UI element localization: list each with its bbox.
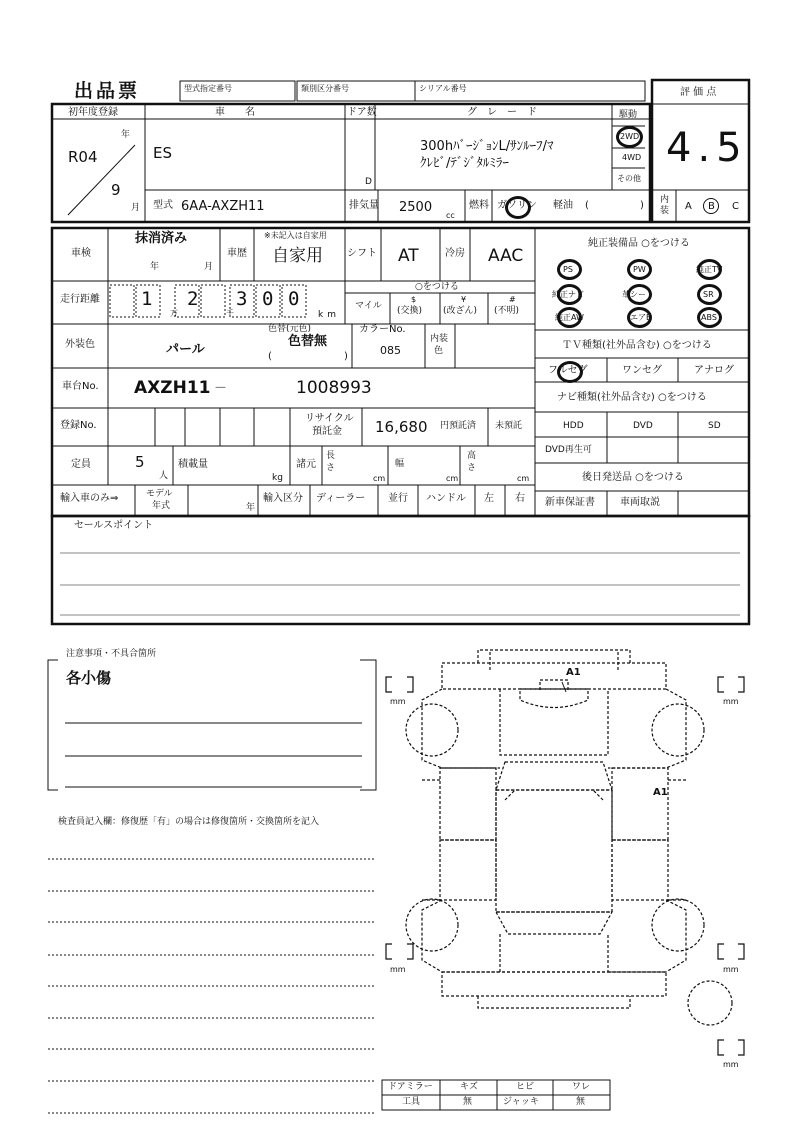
equip-sr: SR [703, 290, 714, 299]
color-paren-open: ( [268, 351, 272, 362]
color-change-value: 色替無 [288, 334, 328, 349]
later-items-title: 後日発送品 ○をつける [582, 472, 684, 483]
capacity-label: 定員 [71, 459, 91, 470]
mileage-circle-note: ○をつける [415, 282, 459, 292]
aircon-value: AAC [488, 246, 524, 266]
tv-analog: アナログ [694, 365, 734, 376]
import-right: 右 [515, 493, 525, 504]
color-paren-close: ) [344, 351, 348, 362]
equip-navi-circle [557, 284, 582, 305]
capacity-value: 5 [135, 453, 145, 471]
fuel-paren-open: ( [585, 200, 589, 211]
mm-rear-right: mm [723, 965, 739, 974]
mileage-exchange-sym: $ [411, 295, 417, 304]
import-parallel: 並行 [388, 493, 408, 504]
mm-front-right: mm [723, 697, 739, 706]
tv-oneseg: ワンセグ [622, 365, 662, 376]
drive-4wd: 4WD [622, 153, 642, 162]
color-no-value: 085 [380, 344, 401, 357]
import-class-label: 輸入区分 [263, 493, 303, 504]
recycle-unpaid: 未預託 [495, 421, 523, 431]
fuel-label: 燃料 [469, 200, 489, 211]
dims-label: 諸元 [296, 459, 316, 470]
mileage-digit-5: 0 [288, 288, 300, 310]
inspection-month-unit: 月 [204, 262, 214, 272]
interior-label-2: 装 [660, 206, 670, 216]
interior-color-label-2: 色 [434, 346, 444, 356]
mileage-sen: 千 [226, 309, 234, 318]
mileage-label: 走行距離 [60, 294, 100, 305]
dims-height-unit: cm [517, 474, 530, 483]
recycle-label-1: リサイクル [305, 413, 354, 424]
equip-airbag-circle [627, 307, 652, 328]
drive-label: 駆動 [619, 110, 638, 120]
equip-tv: 純正TV [696, 265, 723, 274]
legend-door-mirror: ドアミラー [388, 1082, 433, 1092]
mileage-opt-exchange: (交換) [397, 306, 423, 316]
chassis-dash: － [214, 381, 228, 396]
equip-abs-circle [697, 307, 722, 328]
mm-front-left: mm [390, 697, 406, 706]
car-name-label: 車 名 [215, 107, 255, 118]
fuel-selected-circle [505, 196, 531, 219]
legend-jack-value: 無 [576, 1097, 586, 1107]
mileage-unknown-sym: # [509, 295, 516, 304]
tv-selected-circle [557, 361, 583, 383]
fuel-paren-close: ) [640, 200, 644, 211]
registration-month: 9 [111, 181, 121, 199]
recycle-unit: 円預託済 [440, 421, 477, 431]
model-year-label-2: 年式 [152, 501, 171, 511]
sales-point-label: セールスポイント [74, 520, 154, 531]
load-unit: kg [272, 473, 283, 483]
grade-line-1: 300hﾊﾞｰｼﾞｮﾝL/ｻﾝﾙｰﾌ/ﾏ [420, 139, 554, 154]
legend-tools-value: 無 [463, 1097, 473, 1107]
tv-title: ＴＶ種類(社外品含む) ○をつける [562, 340, 712, 351]
equip-aw-circle [557, 307, 582, 328]
chassis-prefix: AXZH11 [134, 378, 211, 398]
score-value: 4.5 [666, 125, 748, 171]
car-name-value: ES [153, 144, 172, 162]
equip-leather: 革シート [622, 290, 654, 299]
interior-grade-b: B [708, 201, 715, 212]
roof-mark: A1 [566, 667, 581, 678]
legend-jack: ジャッキ [503, 1097, 539, 1107]
recycle-label-2: 預託金 [312, 426, 342, 437]
mileage-altered-sym: ¥ [461, 295, 467, 304]
navi-title: ナビ種類(社外品含む) ○をつける [557, 392, 707, 403]
interior-color-label-1: 内装 [430, 334, 449, 344]
equip-sr-circle [697, 284, 722, 305]
first-registration-label: 初年度登録 [68, 107, 118, 118]
dims-length-unit: cm [373, 474, 386, 483]
car-diagram [406, 650, 732, 1025]
form-title: 出品票 [74, 80, 141, 102]
mileage-man: 万 [170, 309, 178, 318]
model-cert-label: 型式指定番号 [184, 84, 232, 93]
dims-length-1: 長 [326, 451, 336, 461]
import-dealer: ディーラー [316, 493, 366, 504]
dims-width-unit: cm [446, 474, 459, 483]
later-manual: 車両取説 [620, 497, 660, 508]
legend-break: ワレ [572, 1082, 591, 1092]
equip-pw: PW [633, 265, 646, 274]
score-label: 評 価 点 [680, 87, 717, 98]
equip-leather-circle [627, 284, 652, 305]
model-value: 6AA-AXZH11 [181, 199, 265, 214]
mileage-unit: km [318, 310, 340, 320]
mm-spare: mm [723, 1060, 739, 1069]
dims-width: 幅 [395, 459, 405, 469]
chassis-number: 1008993 [296, 378, 372, 398]
mileage-digit-1: 1 [141, 288, 153, 310]
equip-abs: ABS [701, 313, 717, 322]
history-label: 車歴 [227, 248, 247, 259]
history-value: 自家用 [272, 246, 323, 266]
displacement-label: 排気量 [349, 200, 379, 211]
mileage-digit-3: 3 [236, 288, 248, 310]
exterior-color-label: 外装色 [65, 339, 95, 350]
exterior-color-value: パール [166, 342, 205, 357]
chassis-label: 車台No. [62, 381, 99, 392]
equip-airbag: エアB [630, 313, 652, 322]
displacement-value: 2500 [399, 200, 433, 215]
legend-scratch: キズ [460, 1082, 478, 1092]
drive-selected-circle [616, 126, 643, 148]
equip-ps-circle [557, 259, 582, 280]
equipment-title: 純正装備品 ○をつける [588, 238, 690, 249]
inspector-label: 検査員記入欄：修復歴「有」の場合は修復箇所・交換箇所を記入 [58, 817, 320, 827]
grade-label: グ レ ー ド [467, 107, 537, 118]
interior-label-1: 内 [660, 195, 670, 205]
reg-year-unit: 年 [121, 130, 131, 140]
color-change-label: 色替(元色) [268, 324, 312, 334]
serial-label: シリアル番号 [419, 84, 467, 93]
grade-line-2: ｸﾚﾋﾞ/ﾃﾞｼﾞﾀﾙﾐﾗｰ [420, 156, 509, 171]
reg-month-unit: 月 [131, 203, 141, 213]
color-no-label: カラーNo. [359, 324, 406, 335]
tv-fullseg: フルセグ [548, 365, 588, 376]
aircon-label: 冷房 [445, 248, 465, 259]
class-label: 類別区分番号 [301, 84, 349, 93]
right-door-mark: A1 [653, 787, 668, 798]
import-left: 左 [484, 493, 494, 504]
history-note: ※未記入は自家用 [264, 231, 327, 240]
mileage-opt-mile: マイル [355, 301, 382, 311]
dims-length-2: さ [326, 463, 336, 473]
model-label: 型式 [153, 200, 173, 211]
interior-grade-c: C [732, 201, 739, 212]
fuel-gasoline: ガソリン [497, 200, 537, 211]
interior-selected-circle [703, 198, 719, 214]
dims-height-2: さ [467, 463, 477, 473]
door-count-value: D [365, 177, 372, 187]
mileage-digit-4: 0 [262, 288, 274, 310]
mm-rear-left: mm [390, 965, 406, 974]
mileage-opt-unknown: (不明) [494, 306, 520, 316]
model-year-label-1: モデル [146, 489, 173, 499]
interior-grade-a: A [685, 201, 692, 212]
inspection-value: 抹消済み [135, 231, 188, 246]
equip-navi: 純正ナビ [552, 290, 584, 299]
equip-pw-circle [627, 259, 652, 280]
drive-2wd: 2WD [620, 132, 640, 141]
inspection-label: 車検 [71, 248, 91, 259]
shift-value: AT [398, 246, 419, 266]
navi-dvd-play: DVD再生可 [545, 445, 592, 455]
inspection-year-unit: 年 [150, 262, 160, 272]
navi-dvd: DVD [633, 421, 653, 431]
legend-crack: ヒビ [516, 1082, 535, 1092]
later-warranty: 新車保証書 [545, 497, 595, 508]
registration-era: R04 [68, 148, 98, 166]
shift-label: シフト [347, 248, 377, 259]
notes-label: 注意事項・不具合箇所 [66, 649, 157, 659]
recycle-value: 16,680 [375, 418, 428, 436]
door-count-label: ドア数 [347, 107, 377, 118]
navi-hdd: HDD [563, 421, 584, 431]
legend-tools: 工具 [402, 1097, 421, 1107]
model-year-unit: 年 [246, 503, 256, 513]
mileage-opt-altered: (改ざん) [443, 306, 478, 316]
fuel-light-oil: 軽油 [553, 200, 573, 211]
dims-height-1: 高 [467, 451, 477, 461]
notes-value: 各小傷 [66, 669, 112, 687]
mileage-digit-2: 2 [187, 288, 199, 310]
equip-ps: PS [563, 265, 573, 274]
displacement-unit: cc [446, 211, 455, 220]
import-label: 輸入車のみ⇒ [60, 493, 119, 504]
registration-no-label: 登録No. [60, 420, 97, 431]
equip-tv-circle [697, 259, 722, 280]
import-handle: ハンドル [426, 493, 466, 504]
drive-other: その他 [617, 174, 641, 183]
navi-sd: SD [708, 421, 721, 431]
equip-aw: 純正AW [555, 313, 584, 322]
load-label: 積載量 [178, 459, 208, 470]
capacity-unit: 人 [159, 471, 169, 481]
